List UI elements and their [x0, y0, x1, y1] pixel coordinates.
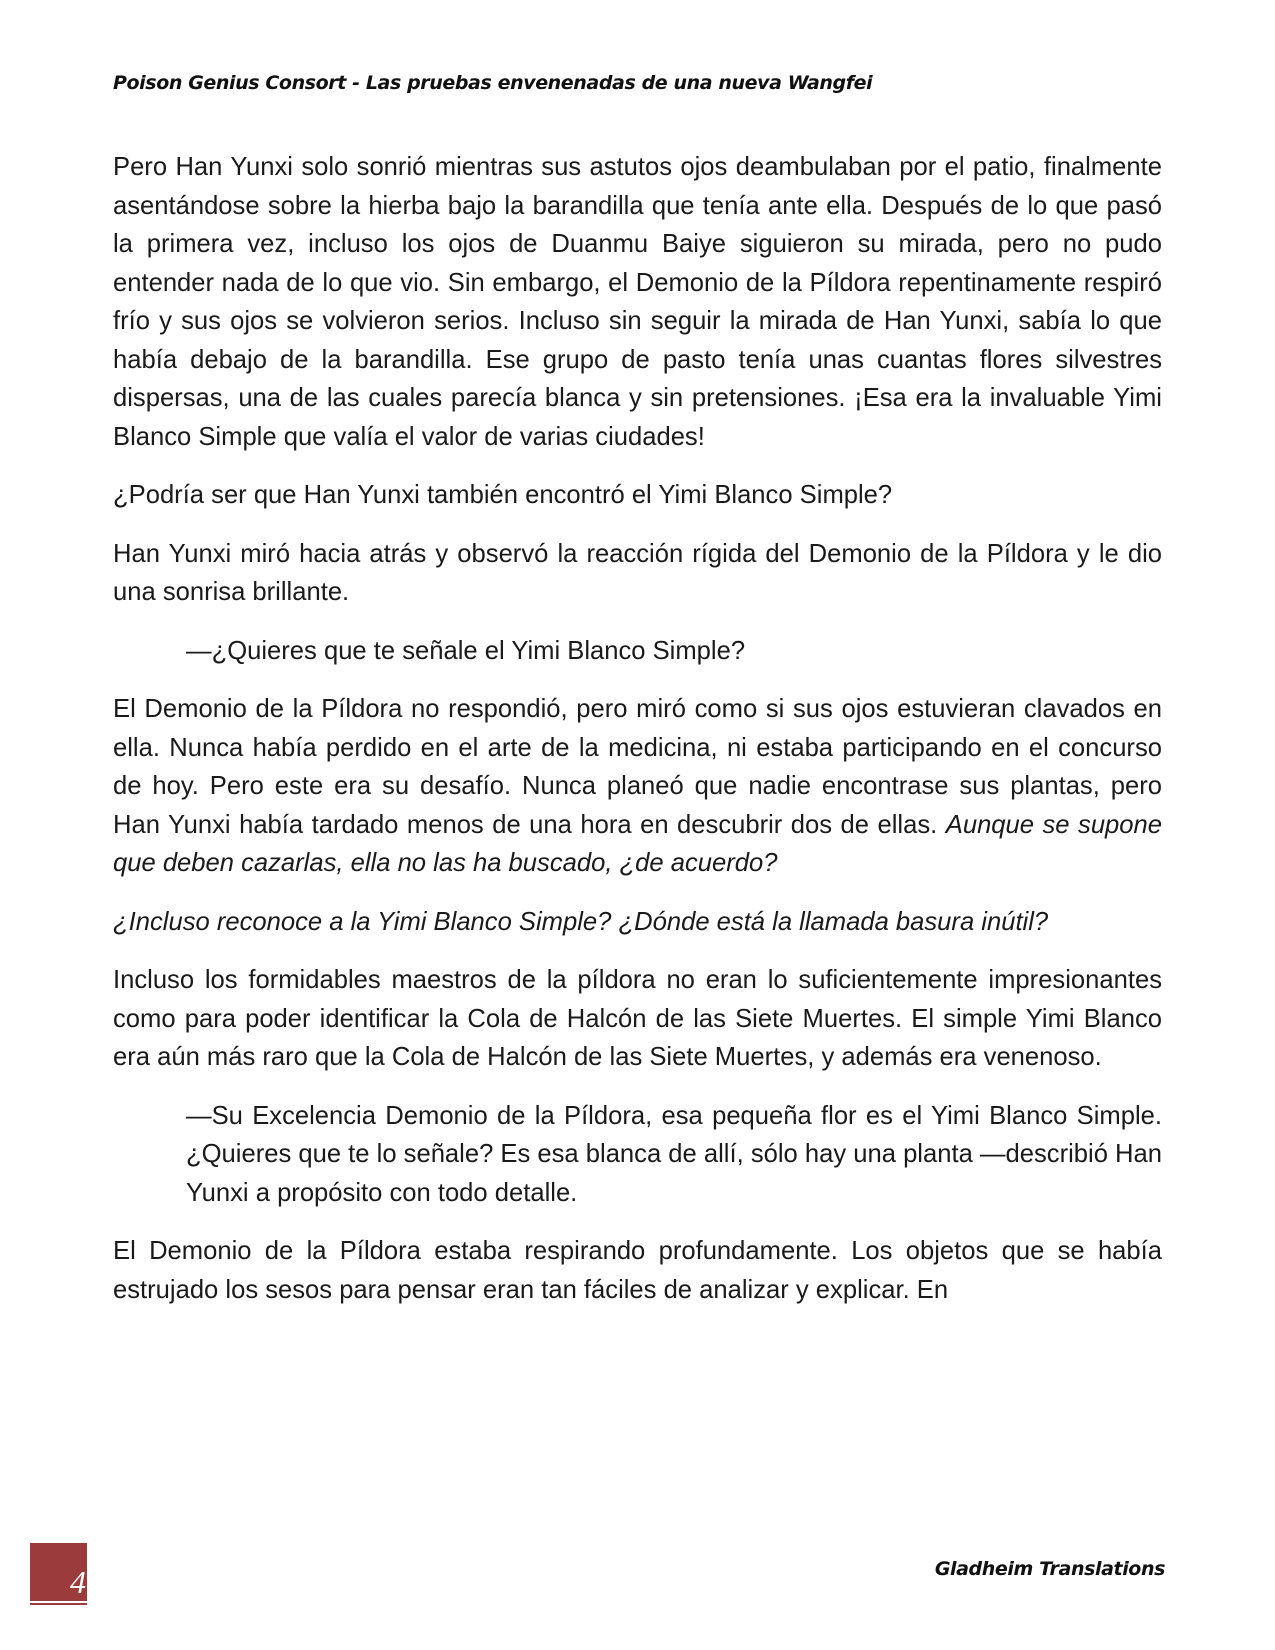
- dialog-line-1: —¿Quieres que te señale el Yimi Blanco Simple?: [186, 636, 746, 665]
- paragraph-5: [113, 690, 1162, 883]
- running-header: Poison Genius Consort - Las pruebas envenenadas de una nueva Wangfei: [113, 72, 873, 94]
- page-number: 4: [70, 1564, 86, 1600]
- paragraph-9: El Demonio de la Píldora estaba respirando profundamente. Los objetos que se había estrujado los sesos para pensar eran tan fáciles de analizar y explicar. En: [113, 1237, 1162, 1304]
- paragraph-3: Han Yunxi miró hacia atrás y observó la reacción rígida del Demonio de la Píldora y le dio una sonrisa brillante.: [113, 539, 1162, 606]
- dialog-line-2: —Su Excelencia Demonio de la Píldora, esa pequeña flor es el Yimi Blanco Simple. ¿Quieres que te lo señale? Es esa blanca de allí, sólo hay una planta —describió Han Yunxi a propósito con todo detalle.: [186, 1101, 1162, 1207]
- paragraph-5-text: El Demonio de la Píldora no respondió, pero miró como si sus ojos estuvieran clavados en ella. Nunca había perdido en el arte de la medicina, ni estaba participando en el concurso de hoy. Pero este era su desafío. Nunca planeó que nadie encontrase sus plantas, pero Han Yunxi había tardado menos de una hora en descubrir dos de ellas.: [113, 695, 1162, 839]
- page-number-rule: [30, 1603, 87, 1605]
- page-body: [113, 148, 1162, 1329]
- paragraph-1: Pero Han Yunxi solo sonrió mientras sus astutos ojos deambulaban por el patio, finalmente asentándose sobre la hierba bajo la barandilla que tenía ante ella. Después de lo que pasó la primera vez, incluso los ojos de Duanmu Baiye siguieron su mirada, pero no pudo entender nada de lo que vio. Sin embargo, el Demonio de la Píldora repentinamente respiró frío y sus ojos se volvieron serios. Incluso sin seguir la mirada de Han Yunxi, sabía lo que había debajo de la barandilla. Ese grupo de pasto tenía unas cuantas flores silvestres dispersas, una de las cuales parecía blanca y sin pretensiones. ¡Esa era la invaluable Yimi Blanco Simple que valía el valor de varias ciudades!: [113, 153, 1162, 451]
- paragraph-7: Incluso los formidables maestros de la píldora no eran lo suficientemente impresionantes como para poder identificar la Cola de Halcón de las Siete Muertes. El simple Yimi Blanco era aún más raro que la Cola de Halcón de las Siete Muertes, y además era venenoso.: [113, 966, 1162, 1071]
- paragraph-2: ¿Podría ser que Han Yunxi también encontró el Yimi Blanco Simple?: [113, 481, 893, 509]
- paragraph-5-thought: Aunque se supone que deben cazarlas, ella no las ha buscado, ¿de acuerdo?: [113, 810, 1162, 877]
- paragraph-6-thought: ¿Incluso reconoce a la Yimi Blanco Simple? ¿Dónde está la llamada basura inútil?: [113, 907, 1049, 936]
- footer-credit: Gladheim Translations: [934, 1558, 1165, 1580]
